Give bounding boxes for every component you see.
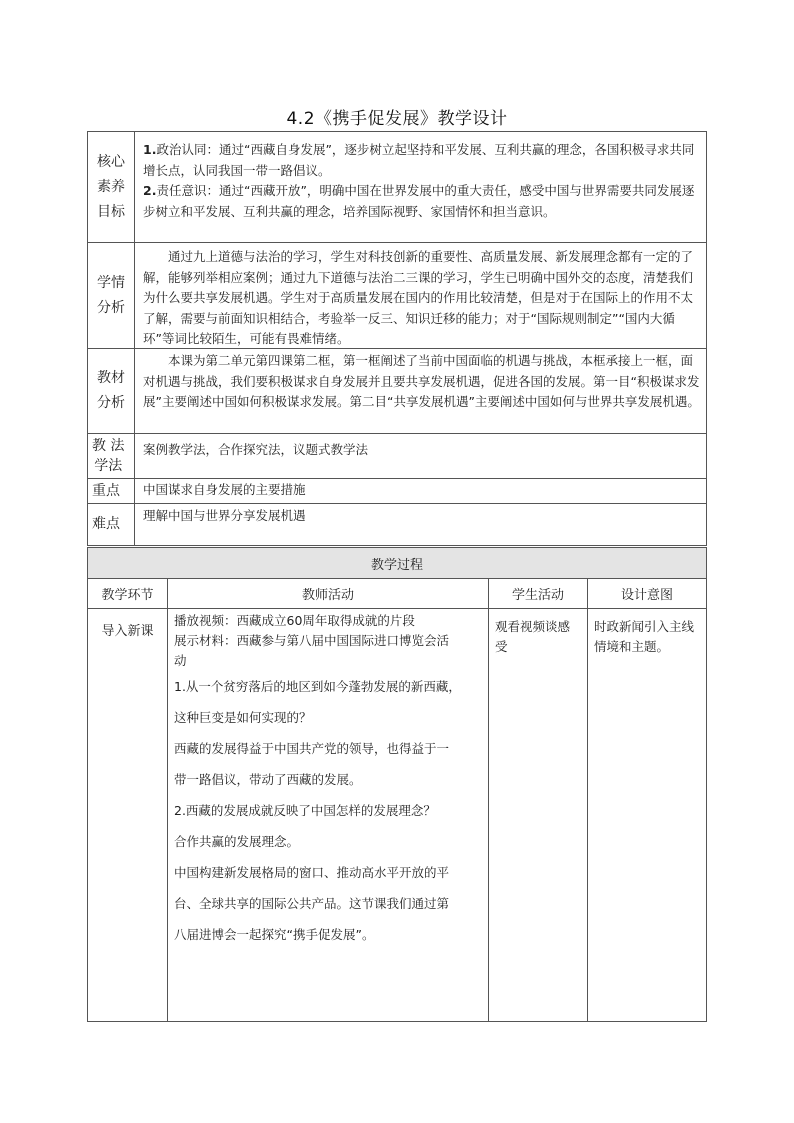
difficult-point-label <box>87 503 135 546</box>
learner-label-line: 分析 <box>97 299 125 316</box>
textbook-analysis-text: 本课为第二单元第四课第二框，第一框阐述了当前中国面临的机遇与挑战，本框承接上一框，面对机遇与挑战，我们要积极谋求自身发展并且要共享发展机遇，促进各国的发展。第一目“积极谋求发展”主要阐述中国如何积极谋求发展。第二目“共享发展机遇”主要阐述中国如何与世界共享发展机遇。 <box>143 353 700 410</box>
goal-heading: 责任意识 <box>156 183 207 199</box>
core-goal-2 <box>143 181 700 222</box>
core-goals-label <box>87 131 135 243</box>
teacher-answer: 合作共赢的发展理念。 <box>174 834 300 849</box>
textbook-label-line: 分析 <box>97 395 125 411</box>
teacher-line: 台、全球共享的国际公共产品。这节课我们通过第 <box>174 896 450 911</box>
teacher-question: 1.从一个贫穷落后的地区到如今蓬勃发展的新西藏， <box>174 679 461 694</box>
key-point-text: 中国谋求自身发展的主要措施 <box>143 482 306 497</box>
learner-label-line: 学情 <box>97 274 125 291</box>
teacher-question: 这种巨变是如何实现的？ <box>174 710 312 725</box>
column-header-text: 教学环节 <box>101 588 154 603</box>
teacher-answer: 带一路倡议，带动了西藏的发展。 <box>174 772 362 787</box>
textbook-analysis-label <box>87 348 135 434</box>
teaching-process-title: 教学过程 <box>370 557 423 573</box>
method-label-line: 教 法 <box>92 438 125 454</box>
learner-analysis-label <box>87 242 135 349</box>
teacher-line: 播放视频：西藏成立60周年取得成就的片段 <box>174 613 415 628</box>
method-label-line: 学法 <box>94 458 123 474</box>
column-header-text: 设计意图 <box>620 588 673 603</box>
stage-cell <box>87 608 168 1022</box>
teacher-activity-cell <box>167 608 489 1022</box>
design-intent-cell <box>587 608 707 1022</box>
goal-number: 1. <box>143 142 157 157</box>
stage-text: 导入新课 <box>101 624 154 639</box>
teacher-line: 八届进博会一起探究“携手促发展”。 <box>174 927 375 942</box>
key-point-content <box>134 478 707 504</box>
textbook-analysis-content <box>134 348 707 434</box>
core-goals-content <box>134 131 707 243</box>
core-label-line: 核心 <box>97 153 125 170</box>
teacher-line: 展示材料：西藏参与第八届中国国际进口博览会活 <box>174 633 450 648</box>
teaching-process-header <box>87 547 707 579</box>
difficult-point-content <box>134 503 707 546</box>
column-header-teacher <box>167 578 489 609</box>
column-header-intent <box>587 578 707 609</box>
key-point-label <box>87 478 135 504</box>
goal-text: ：通过“西藏开放”，明确中国在世界发展中的重大责任，感受中国与世界需要共同发展逐步树立和平发展、互利共赢的理念，培养国际视野、家国情怀和担当意识。 <box>143 183 695 219</box>
goal-text: ：通过“西藏自身发展”，逐步树立起坚持和平发展、互利共赢的理念，各国积极寻求共同增长点，认同我国一带一路倡议。 <box>143 142 695 178</box>
difficult-point-label-text: 难点 <box>92 516 120 532</box>
method-content <box>134 433 707 479</box>
teacher-line: 中国构建新发展格局的窗口、推动高水平开放的平 <box>174 865 450 880</box>
student-activity-cell <box>488 608 588 1022</box>
design-intent-text: 时政新闻引入主线情境和主题。 <box>594 619 695 654</box>
method-label <box>87 433 135 479</box>
goal-heading: 政治认同 <box>156 142 207 157</box>
difficult-point-text: 理解中国与世界分享发展机遇 <box>143 508 306 523</box>
column-header-text: 教师活动 <box>301 588 354 603</box>
column-header-text: 学生活动 <box>511 588 564 603</box>
key-point-label-text: 重点 <box>92 482 120 499</box>
method-text: 案例教学法，合作探究法，议题式教学法 <box>143 442 369 457</box>
teacher-line: 动 <box>174 653 187 668</box>
goal-number: 2. <box>143 183 157 199</box>
learner-analysis-content <box>134 242 707 349</box>
textbook-label-line: 教材 <box>97 370 125 386</box>
page-title: 4.2《携手促发展》教学设计 <box>286 109 508 129</box>
teacher-answer: 西藏的发展得益于中国共产党的领导，也得益于一 <box>174 741 450 756</box>
teacher-question: 2.西藏的发展成就反映了中国怎样的发展理念？ <box>174 803 436 818</box>
core-goal-1 <box>143 140 700 181</box>
student-activity-text: 观看视频谈感受 <box>495 619 571 654</box>
core-label-line: 素养 <box>97 178 125 195</box>
core-label-line: 目标 <box>97 203 125 220</box>
column-header-stage <box>87 578 168 609</box>
learner-analysis-text: 通过九上道德与法治的学习，学生对科技创新的重要性、高质量发展、新发展理念都有一定的了解，能够列举相应案例；通过九下道德与法治二三课的学习，学生已明确中国外交的态度，清楚我们为什么要共享发展机遇。学生对于高质量发展在国内的作用比较清楚，但是对于在国际上的作用不太了解，需要与前面知识相结合，考验举一反三、知识迁移的能力；对于“国际规则制定”“国内大循环”等词比较陌生，可能有畏难情绪。 <box>143 249 694 347</box>
column-header-student <box>488 578 588 609</box>
